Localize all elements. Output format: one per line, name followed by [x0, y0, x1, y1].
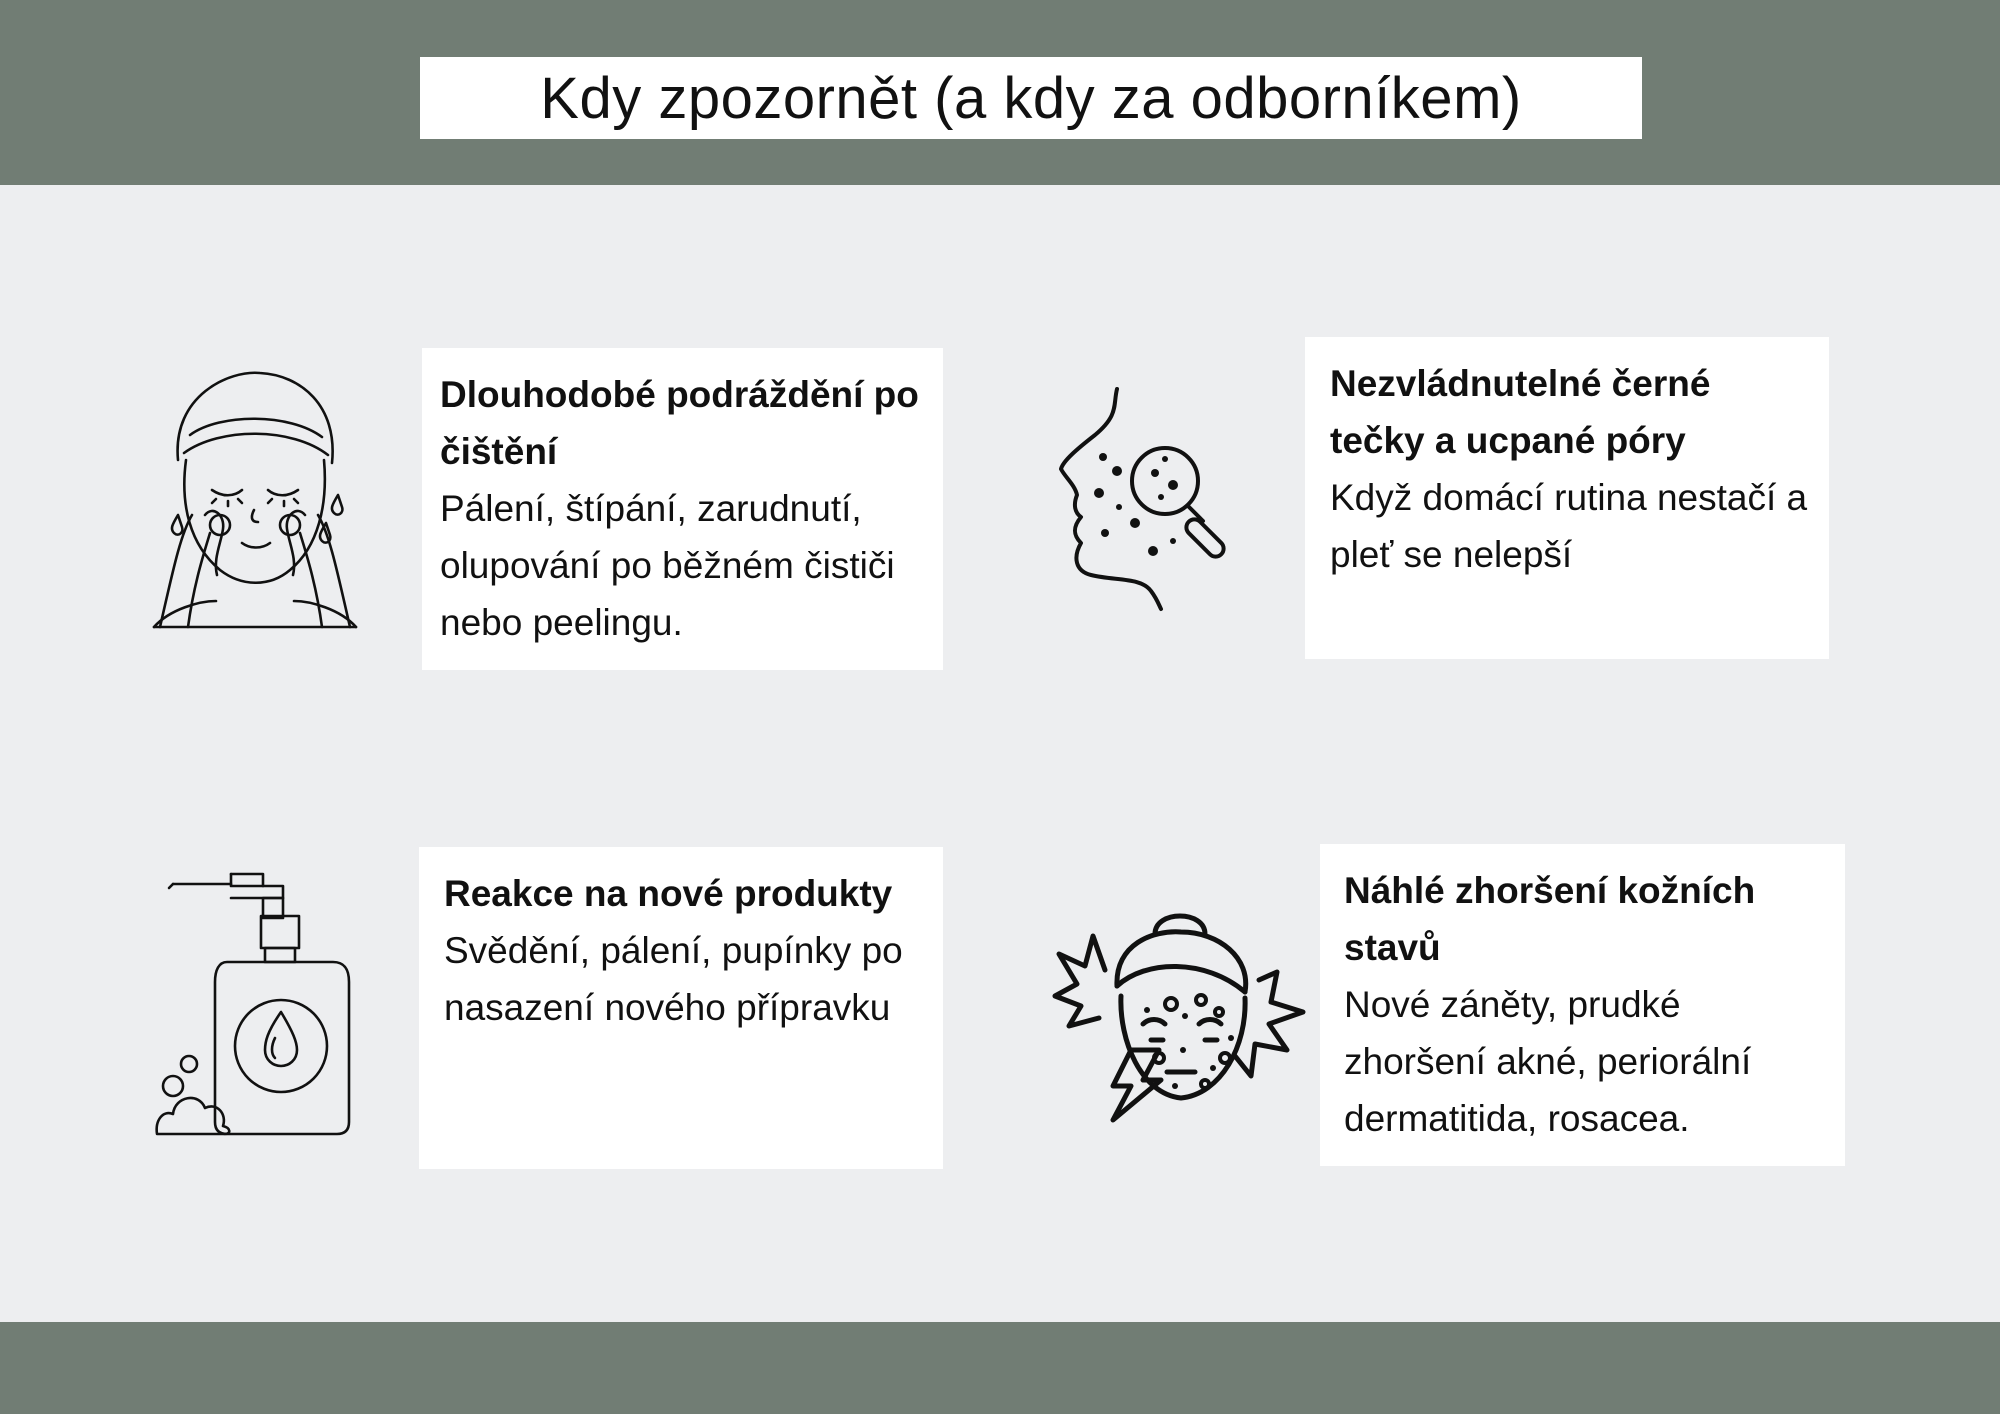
card-heading: Reakce na nové produkty: [444, 873, 893, 914]
card-irritation: [422, 348, 943, 670]
card-blackheads: [1305, 337, 1829, 659]
soap-pump-icon: [155, 870, 350, 1135]
card-heading: Náhlé zhoršení kožních stavů: [1344, 870, 1756, 968]
acne-flare-icon: [1055, 900, 1305, 1120]
card-new-products: [419, 847, 943, 1169]
card-worsening: [1320, 844, 1845, 1166]
page-title: Kdy zpozornět (a kdy za odborníkem): [540, 65, 1522, 131]
face-washing-icon: [150, 365, 360, 635]
pores-magnifier-icon: [1055, 385, 1245, 610]
card-heading: Dlouhodobé podráždění po čištění: [440, 374, 919, 472]
card-body: Svědění, pálení, pupínky po nasazení nového přípravku: [444, 930, 903, 1028]
title-box: [420, 57, 1642, 139]
bottom-band: [0, 1322, 2000, 1414]
card-heading: Nezvládnutelné černé tečky a ucpané póry: [1330, 363, 1711, 461]
card-body: Když domácí rutina nestačí a pleť se nelepší: [1330, 477, 1808, 575]
card-body: Nové záněty, prudké zhoršení akné, periorální dermatitida, rosacea.: [1344, 984, 1752, 1139]
card-body: Pálení, štípání, zarudnutí, olupování po běžném čističi nebo peelingu.: [440, 488, 895, 643]
